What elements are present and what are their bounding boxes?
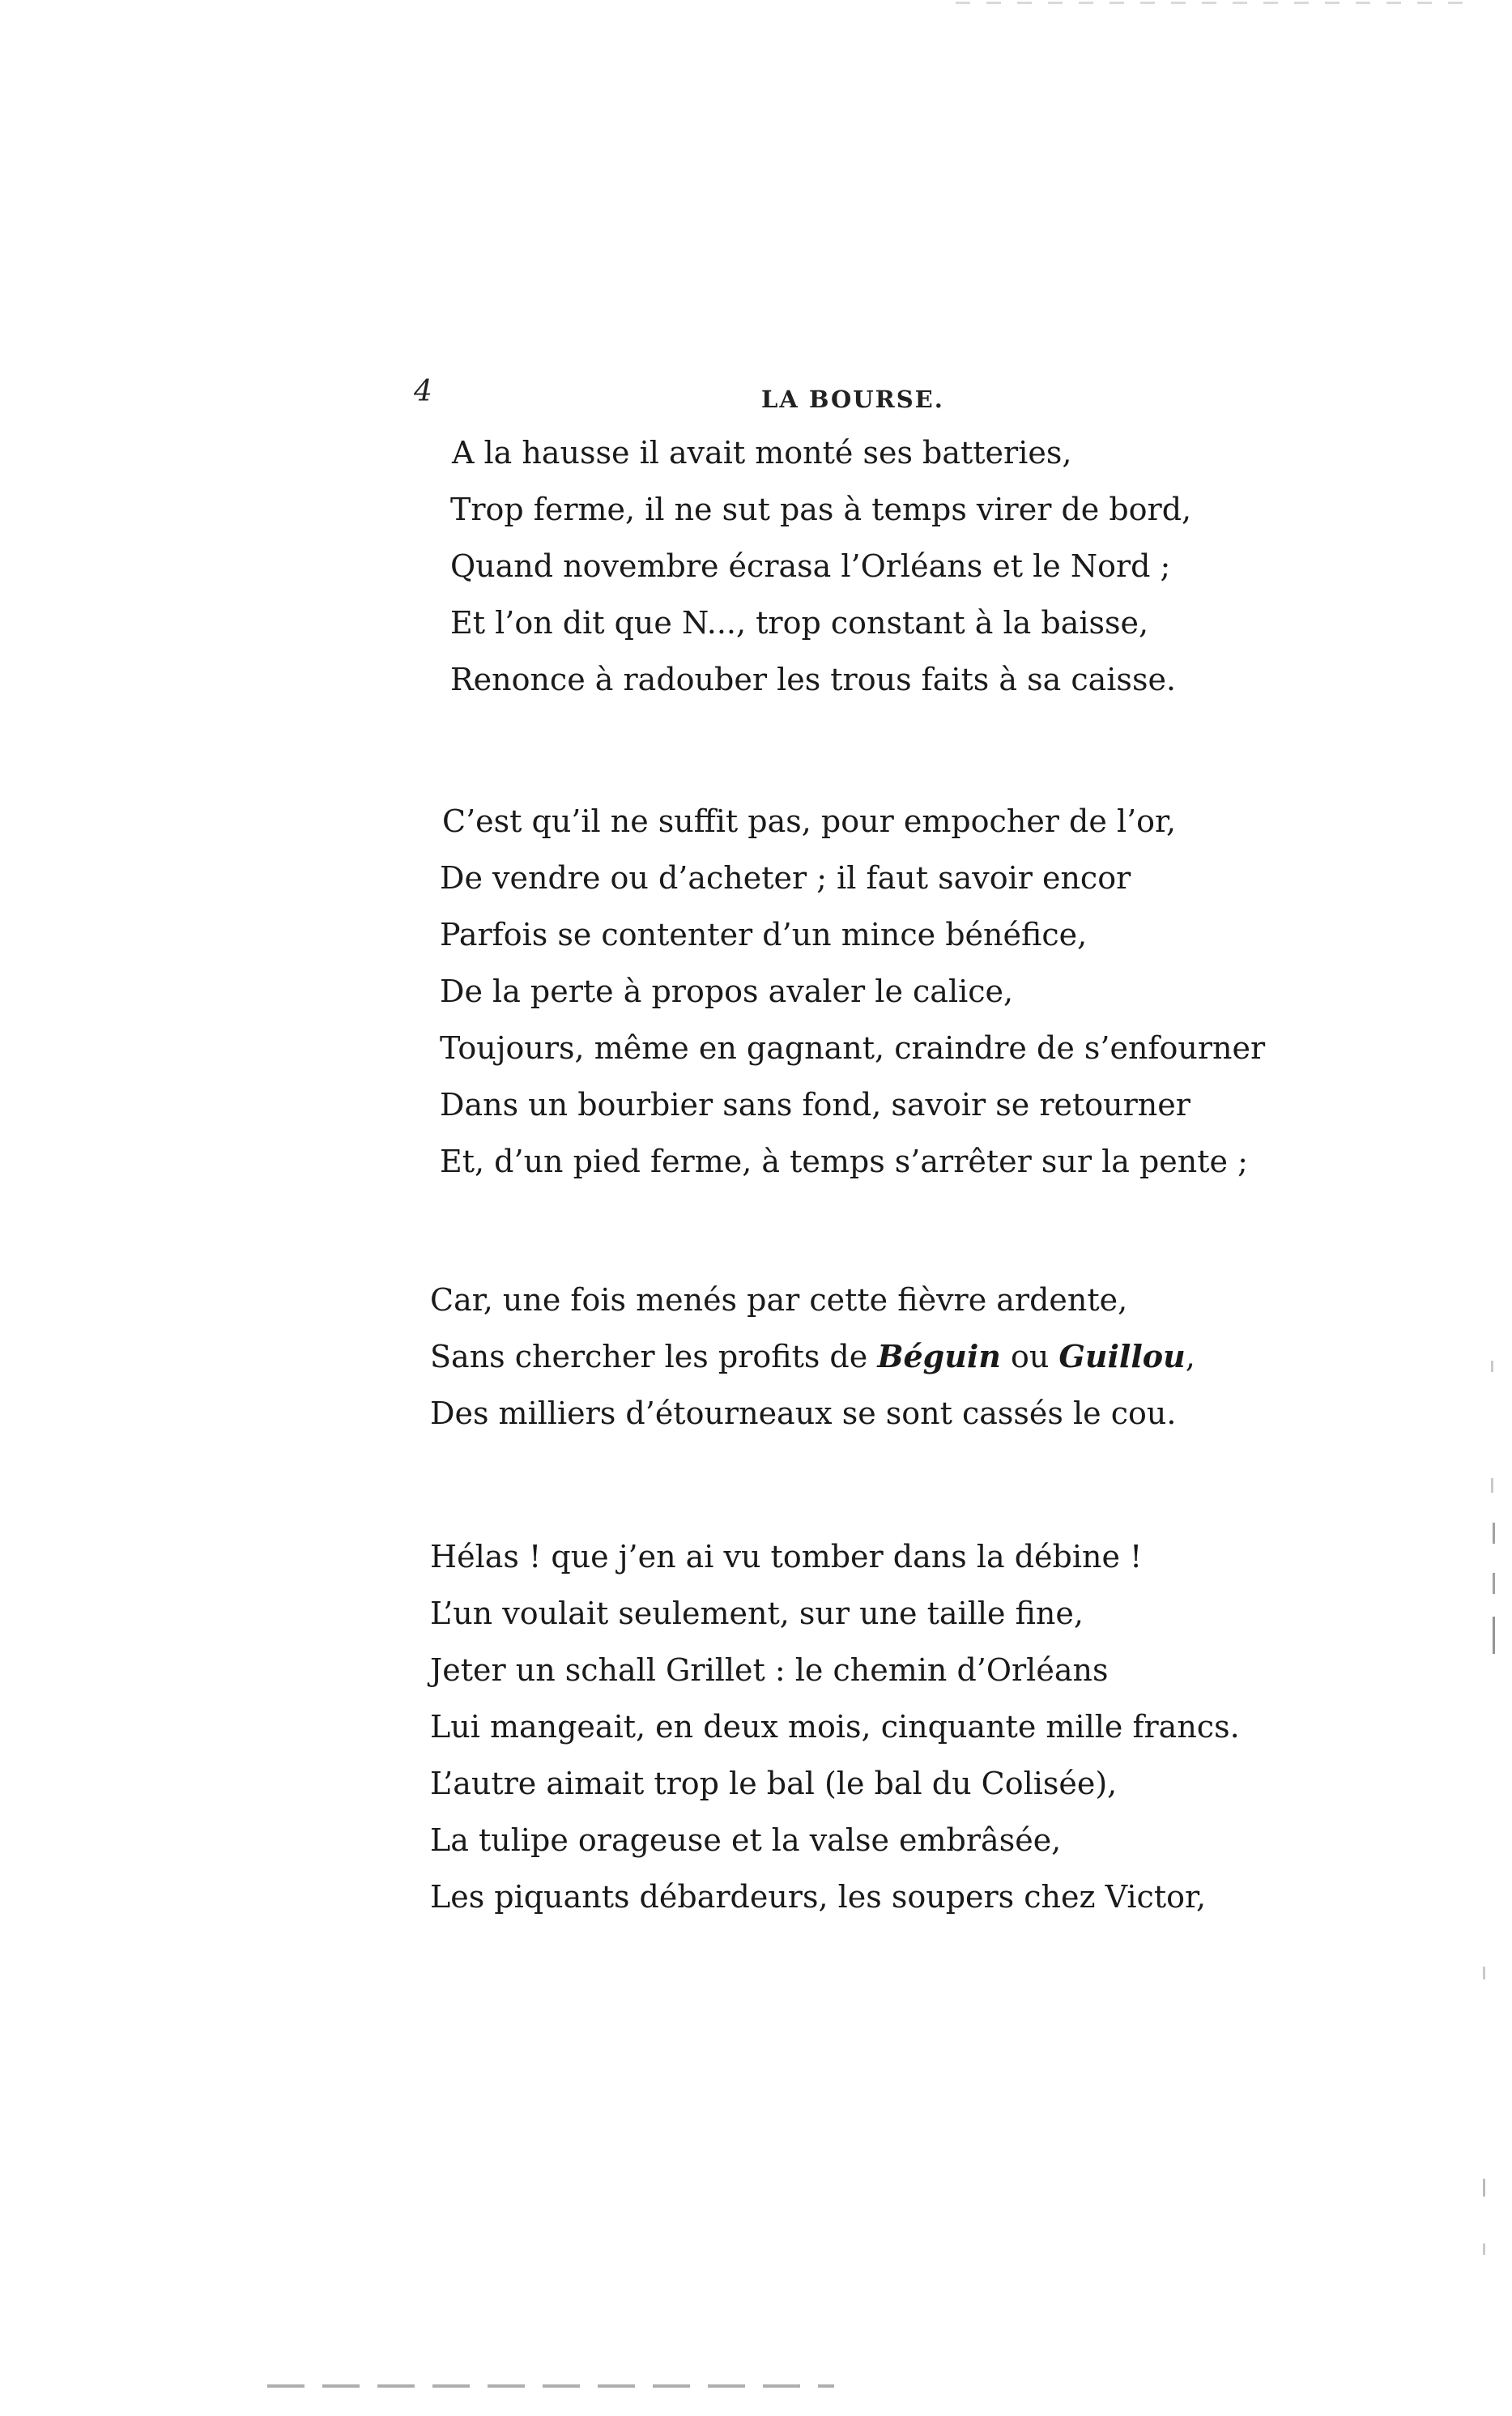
scan-mark — [1491, 1478, 1493, 1493]
stanza-4 — [0, 1528, 1240, 1925]
verse-line: Car, une fois menés par cette fièvre ardente, — [430, 1282, 1128, 1318]
verse-line: De vendre ou d’acheter ; il faut savoir encor — [440, 860, 1131, 896]
scan-artifact-bottom — [267, 2384, 834, 2388]
verse-line: Et l’on dit que N..., trop constant à la baisse, — [450, 605, 1149, 641]
verse-line: Parfois se contenter d’un mince bénéfice, — [440, 917, 1088, 952]
scan-mark — [1493, 1523, 1495, 1544]
verse-line: Toujours, même en gagnant, craindre de s’enfourner — [440, 1030, 1266, 1066]
verse-line: L’un voulait seulement, sur une taille fine, — [430, 1596, 1084, 1631]
scan-mark — [1491, 1361, 1493, 1372]
page-number: 4 — [414, 375, 432, 408]
running-title: LA BOURSE. — [761, 386, 944, 413]
verse-line: C’est qu’il ne suffit pas, pour empocher de l’or, — [442, 803, 1177, 839]
scan-mark — [1483, 2179, 1485, 2197]
verse-line: Des milliers d’étourneaux se sont cassés le cou. — [430, 1395, 1177, 1431]
scan-mark — [1493, 1573, 1495, 1594]
scan-artifact-top — [956, 2, 1474, 4]
stanza-2 — [0, 793, 1265, 1190]
verse-line: Lui mangeait, en deux mois, cinquante mille francs. — [430, 1709, 1240, 1745]
stanza-1 — [0, 424, 1191, 708]
scan-mark — [1493, 1617, 1495, 1654]
verse-line: Renonce à radouber les trous faits à sa caisse. — [450, 662, 1177, 697]
scan-mark — [1483, 2243, 1485, 2255]
verse-line: Sans chercher les profits de Béguin ou Guillou, — [430, 1338, 1195, 1374]
verse-line: Les piquants débardeurs, les soupers chez Victor, — [430, 1879, 1207, 1915]
verse-line: A la hausse il avait monté ses batteries, — [452, 435, 1072, 471]
verse-line: Quand novembre écrasa l’Orléans et le Nord ; — [450, 548, 1171, 584]
verse-line: Hélas ! que j’en ai vu tomber dans la débine ! — [430, 1539, 1143, 1574]
scan-mark — [1483, 1966, 1485, 1979]
verse-line: Dans un bourbier sans fond, savoir se retourner — [440, 1087, 1190, 1123]
verse-line: De la perte à propos avaler le calice, — [440, 974, 1014, 1009]
stanza-3 — [0, 1272, 1195, 1442]
verse-line: Et, d’un pied ferme, à temps s’arrêter sur la pente ; — [440, 1144, 1248, 1179]
italic-name: Béguin — [877, 1338, 1001, 1374]
italic-name: Guillou — [1058, 1338, 1186, 1374]
verse-line: L’autre aimait trop le bal (le bal du Colisée), — [430, 1766, 1118, 1801]
verse-line: Trop ferme, il ne sut pas à temps virer de bord, — [450, 492, 1192, 527]
verse-line: Jeter un schall Grillet : le chemin d’Orléans — [430, 1652, 1109, 1688]
verse-line: La tulipe orageuse et la valse embrâsée, — [430, 1822, 1062, 1858]
